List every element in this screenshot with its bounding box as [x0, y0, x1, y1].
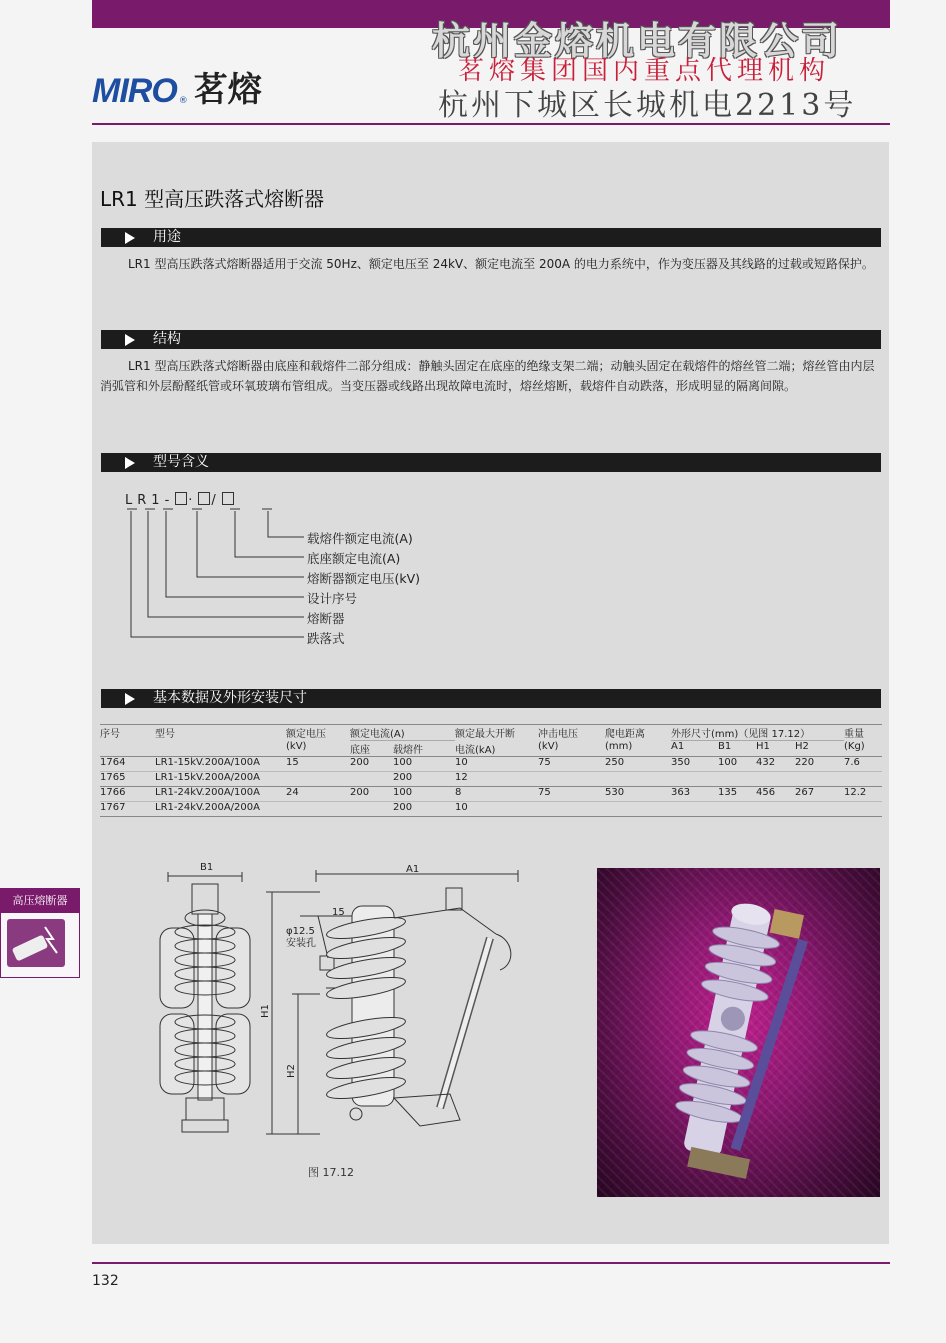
th-creep-unit: (mm) — [605, 740, 633, 752]
footer-divider — [92, 1262, 890, 1264]
section-label: 型号含义 — [153, 454, 209, 470]
model-label: 载熔件额定电流(A) — [307, 531, 413, 546]
section-bar-structure — [101, 330, 881, 349]
structure-text: LR1 型高压跌落式熔断器由底座和载熔件二部分组成：静触头固定在底座的绝缘支架二端；动触头固定在载熔件的熔丝管二端；熔丝管由内层消弧管和外层酚醛纸管或环氧玻璃布管组成。当变压器或线路出现故障电流时，熔丝熔断，载熔件自动跌落，形成明显的隔离间隙。 — [100, 359, 875, 393]
product-photo — [597, 868, 880, 1197]
th-dims: 外形尺寸(mm)（见图 17.12） — [671, 725, 844, 741]
th-break-unit: 电流(kA) — [455, 744, 496, 756]
fuse-photo-illustration — [597, 868, 880, 1197]
th-break: 额定最大开断 — [455, 729, 515, 740]
section-label: 结构 — [153, 331, 181, 347]
th-weight: 重量 — [844, 729, 864, 740]
section-bar-model — [101, 453, 881, 472]
arrow-right-icon — [125, 457, 135, 469]
th-base: 底座 — [350, 745, 370, 756]
arrow-right-icon — [125, 334, 135, 346]
usage-text: LR1 型高压跌落式熔断器适用于交流 50Hz、额定电压至 24kV、额定电流至 200A 的电力系统中，作为变压器及其线路的过载或短路保护。 — [128, 257, 874, 271]
company-subtitle: 茗熔集团国内重点代理机构 — [458, 56, 831, 86]
th-impulse-unit: (kV) — [538, 740, 559, 752]
table-row: 1766 LR1-24kV.200A/100A 24 200 100 8 75 530 363 135 456 267 12.2 — [100, 787, 882, 802]
table-row: 1764 LR1-15kV.200A/100A 15 200 100 10 75 250 350 100 432 220 7.6 — [100, 757, 882, 772]
th-curr: 额定电流(A) — [350, 725, 455, 741]
th-volt-unit: (kV) — [286, 740, 307, 752]
dim-a1: A1 — [406, 864, 420, 875]
model-label: 跌落式 — [307, 631, 345, 646]
code-box — [175, 492, 187, 505]
th-a1: A1 — [671, 741, 685, 752]
company-name: 杭州金熔机电有限公司 — [432, 18, 843, 63]
model-label: 熔断器额定电压(kV) — [307, 571, 421, 586]
dim-15: 15 — [332, 907, 345, 918]
figure-caption: 图 17.12 — [308, 1166, 354, 1179]
section-bar-data — [101, 689, 881, 708]
th-h1: H1 — [756, 741, 770, 752]
table-header-row — [100, 741, 882, 757]
dim-hole-label: 安装孔 — [286, 938, 316, 949]
table-row: 1765 LR1-15kV.200A/200A 200 12 — [100, 772, 882, 787]
section-label: 基本数据及外形安装尺寸 — [153, 690, 307, 706]
arrow-right-icon — [125, 693, 135, 705]
th-carrier: 载熔件 — [393, 745, 423, 756]
header-divider — [92, 123, 890, 125]
dim-h2: H2 — [286, 1064, 297, 1078]
miro-logo — [92, 72, 262, 108]
model-label: 底座额定电流(A) — [307, 551, 401, 566]
side-category-tab — [0, 888, 80, 978]
model-label: 熔断器 — [307, 611, 345, 626]
code-box — [198, 492, 210, 505]
th-no: 序号 — [100, 729, 120, 740]
table-row: 1767 LR1-24kV.200A/200A 200 10 — [100, 802, 882, 817]
logo-text-cn: 茗熔 — [193, 70, 262, 110]
arrow-right-icon — [125, 232, 135, 244]
fuse-icon — [7, 919, 65, 967]
model-label: 设计序号 — [307, 591, 358, 606]
registered-mark: ® — [178, 96, 188, 106]
table-header-row — [100, 725, 882, 741]
dim-hole: φ12.5 — [286, 926, 315, 937]
code-box — [222, 492, 234, 505]
th-weight-unit: (Kg) — [844, 740, 865, 752]
spec-table — [100, 724, 882, 817]
th-model: 型号 — [155, 729, 175, 740]
th-volt: 额定电压 — [286, 729, 326, 740]
th-impulse: 冲击电压 — [538, 729, 578, 740]
page-number: 132 — [92, 1273, 119, 1289]
dim-b1: B1 — [200, 862, 214, 873]
section-label: 用途 — [153, 229, 181, 245]
page-title: LR1 型高压跌落式熔断器 — [100, 187, 325, 211]
th-b1: B1 — [718, 741, 732, 752]
side-tab-label: 高压熔断器 — [1, 889, 79, 913]
th-h2: H2 — [795, 741, 809, 752]
fuse-dimension-drawing — [150, 858, 570, 1188]
model-code: LR1- · / — [125, 492, 235, 508]
logo-text-en: MIRO — [92, 72, 177, 110]
company-address: 杭州下城区长城机电2213号 — [438, 88, 857, 123]
dim-h1: H1 — [260, 1004, 271, 1018]
th-creep: 爬电距离 — [605, 729, 645, 740]
section-bar-usage — [101, 228, 881, 247]
